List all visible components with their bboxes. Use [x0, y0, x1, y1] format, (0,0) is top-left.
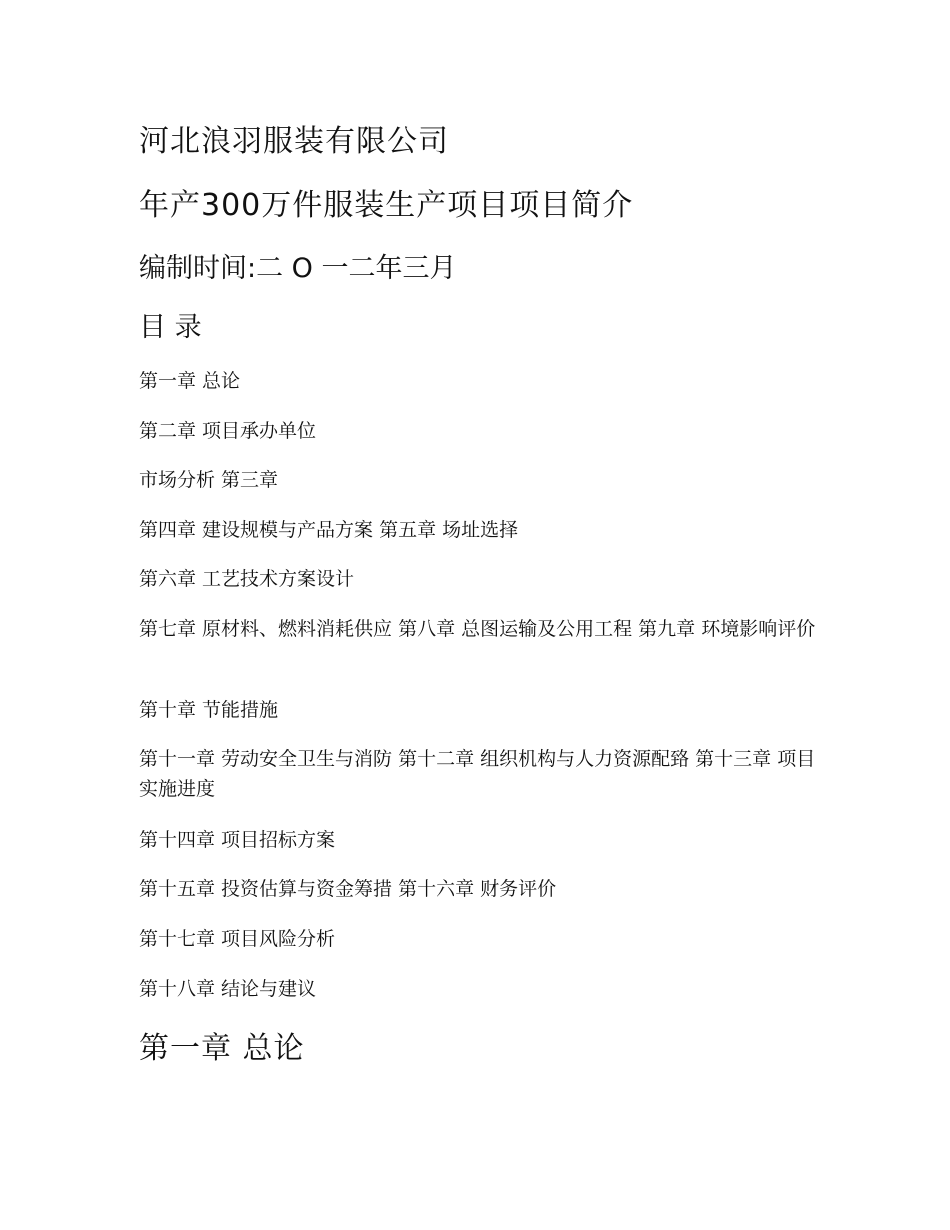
toc-item: 第七章 原材料、燃料消耗供应 第八章 总图运输及公用工程 第九章 环境影响评价	[139, 618, 816, 640]
toc-item: 第十五章 投资估算与资金筹措 第十六章 财务评价	[139, 878, 557, 900]
toc-item: 第四章 建设规模与产品方案 第五章 场址选择	[139, 519, 519, 541]
toc-item: 市场分析 第三章	[139, 469, 279, 491]
toc-item: 第十四章 项目招标方案	[139, 829, 336, 851]
section-heading: 第一章 总论	[139, 1031, 305, 1066]
company-name: 河北浪羽服装有限公司	[139, 124, 449, 159]
toc-item: 第二章 项目承办单位	[139, 420, 317, 442]
toc-item: 第十一章 劳动安全卫生与消防 第十二章 组织机构与人力资源配臵 第十三章 项目实施进度	[139, 748, 816, 800]
toc-item: 第六章 工艺技术方案设计	[139, 568, 355, 590]
document-title: 年产300万件服装生产项目项目简介	[139, 188, 634, 223]
compile-date: 编制时间:二 O 一二年三月	[139, 253, 457, 284]
toc-item: 第十七章 项目风险分析	[139, 928, 336, 950]
toc-item: 第一章 总论	[139, 370, 241, 392]
toc-item: 第十章 节能措施	[139, 699, 279, 721]
toc-heading: 目 录	[139, 312, 202, 343]
toc-item: 第十八章 结论与建议	[139, 978, 317, 1000]
